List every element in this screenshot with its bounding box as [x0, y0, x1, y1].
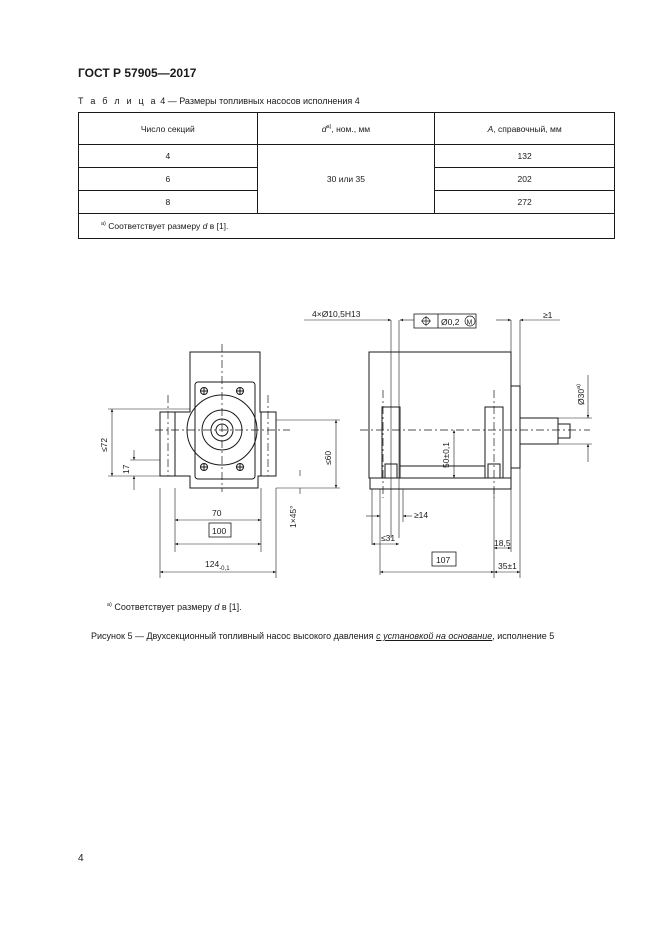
dim-17: 17 — [121, 464, 131, 474]
dim-chamfer: 1×45° — [288, 505, 298, 528]
dim-100: 100 — [212, 526, 227, 536]
figure-footnote: $^{а)}$ Соответствует размеру d в [1]. — [107, 602, 242, 612]
header-a: A, справочный, мм — [435, 113, 615, 145]
dim-position-tolerance: Ø0,2 — [441, 317, 460, 327]
figure-caption: Рисунок 5 — Двухсекционный топливный насос высокого давления с установкой на основание, исполнение 5 — [91, 631, 555, 641]
dim-shaft-diameter: Ø30$^{a)}$ — [576, 384, 586, 405]
dim-124: $124_{-0,1}$ — [205, 559, 230, 572]
cell-a: 202 — [435, 168, 615, 191]
dim-70: 70 — [212, 508, 222, 518]
dim-50: 50±0,1 — [441, 442, 451, 468]
dim-ge1: ≥1 — [543, 310, 553, 320]
page-number: 4 — [78, 853, 84, 864]
cell-sections: 4 — [79, 145, 258, 168]
dim-le60: ≤60 — [323, 450, 333, 465]
table-caption-label: Т а б л и ц а — [78, 96, 158, 106]
cell-a: 272 — [435, 191, 615, 214]
dim-le72: ≤72 — [99, 437, 109, 452]
dim-le31: ≤31 — [381, 533, 396, 543]
dim-tolerance-m: M — [466, 319, 473, 327]
header-d: $d^{a)}$, ном., мм — [257, 113, 435, 145]
dim-18-5: 18,5 — [494, 538, 511, 548]
cell-d: 30 или 35 — [257, 145, 435, 214]
table-caption-text: 4 — Размеры топливных насосов исполнения 4 — [160, 96, 360, 106]
cell-a: 132 — [435, 145, 615, 168]
dim-35: 35±1 — [498, 561, 517, 571]
cell-sections: 6 — [79, 168, 258, 191]
dim-ge14: ≥14 — [414, 510, 429, 520]
dim-107: 107 — [436, 555, 451, 565]
document-code: ГОСТ Р 57905—2017 — [78, 66, 197, 80]
table-note: $^{a)}$ Соответствует размеру d в [1]. — [79, 214, 615, 239]
dim-holes: 4×Ø10,5H13 — [312, 309, 361, 319]
header-sections: Число секций — [79, 113, 258, 145]
cell-sections: 8 — [79, 191, 258, 214]
front-view — [108, 344, 340, 578]
